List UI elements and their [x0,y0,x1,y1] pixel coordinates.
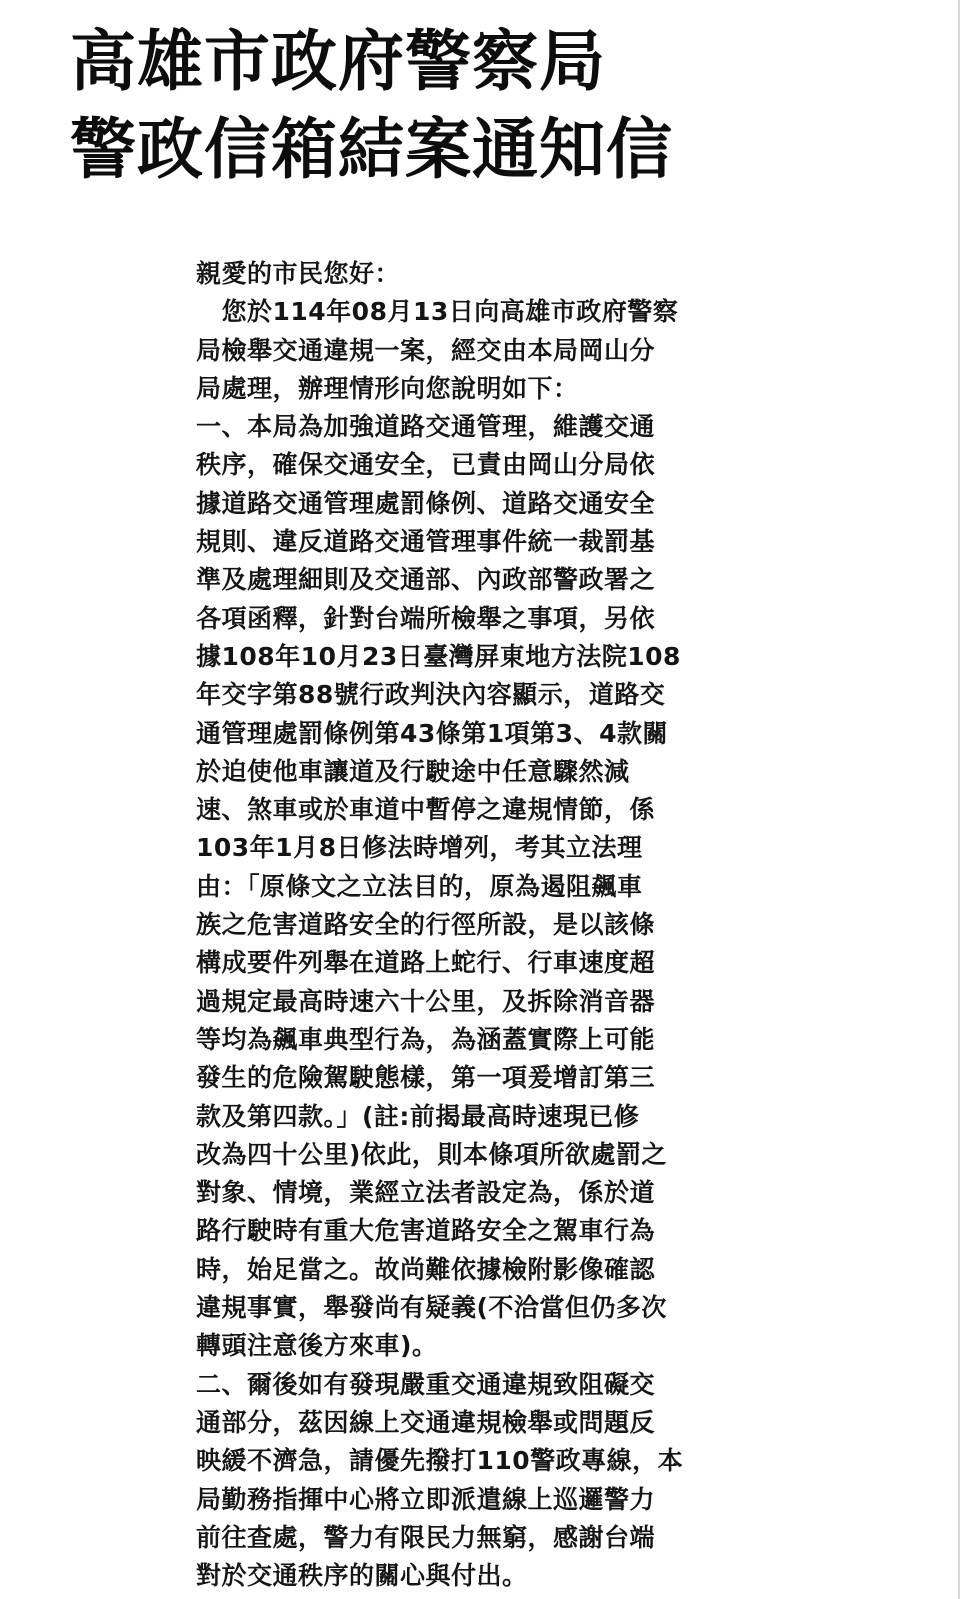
letter-line: 據108年10月23日臺灣屏東地方法院108 [196,641,681,671]
letter-line: 改為四十公里)依此，則本條項所欲處罰之 [196,1139,667,1169]
letter-line: 款及第四款。」(註:前揭最高時速現已修 [196,1101,640,1131]
letter-line: 構成要件列舉在道路上蛇行、行車速度超 [196,948,656,978]
letter-line: 通部分，茲因線上交通違規檢舉或問題反 [196,1407,656,1437]
letter-line: 違規事實，舉發尚有疑義(不洽當但仍多次 [196,1293,667,1323]
letter-line: 對於交通秩序的關心與付出。 [196,1561,528,1591]
letter-line: 您於114年08月13日向高雄市政府警察 [196,297,679,327]
title-agency: 高雄市政府警察局 [70,23,606,100]
letter-line: 一、本局為加強道路交通管理，維護交通 [196,412,656,442]
letter-line: 規則、違反道路交通管理事件統一裁罰基 [196,527,656,557]
letter-line: 局勤務指揮中心將立即派遣線上巡邏警力 [196,1484,656,1514]
letter-line: 年交字第88號行政判決內容顯示，道路交 [196,680,666,710]
letter-line: 過規定最高時速六十公里，及拆除消音器 [196,986,656,1016]
letter-line: 親愛的市民您好： [196,259,401,288]
letter-body [196,255,706,1595]
letter-line: 速、煞車或於車道中暫停之違規情節，係 [196,795,656,825]
letter-line: 轉頭注意後方來車)。 [196,1331,438,1361]
letter-line: 等均為飆車典型行為，為涵蓋實際上可能 [196,1024,656,1054]
letter-line: 由：「原條文之立法目的，原為遏阻飆車 [196,871,643,901]
letter-line: 族之危害道路安全的行徑所設，是以該條 [196,910,656,940]
letter-line: 準及處理細則及交通部、內政部警政署之 [196,565,656,595]
letter-line: 發生的危險駕駛態樣，第一項爰增訂第三 [196,1063,656,1093]
letter-line: 映緩不濟急，請優先撥打110警政專線，本 [196,1446,684,1476]
letter-line: 局檢舉交通違規一案，經交由本局岡山分 [196,335,656,365]
letter-line: 對象、情境，業經立法者設定為，係於道 [196,1178,656,1208]
letter-line: 局處理，辦理情形向您說明如下： [196,373,579,403]
letter-line: 二、爾後如有發現嚴重交通違規致阻礙交 [196,1369,656,1399]
letter-line: 路行駛時有重大危害道路安全之駕車行為 [196,1216,656,1246]
letter-title [70,18,950,194]
letter-line: 時，始足當之。故尚難依據檢附影像確認 [196,1254,656,1284]
letter-line: 各項函釋，針對台端所檢舉之事項，另依 [196,603,656,633]
letter-line: 據道路交通管理處罰條例、道路交通安全 [196,488,656,518]
letter-line: 103年1月8日修法時增列，考其立法理 [196,833,643,863]
letter-line: 於迫使他車讓道及行駛途中任意驟然減 [196,756,630,786]
title-notice: 警政信箱結案通知信 [70,111,673,188]
letter-line: 前往查處，警力有限民力無窮，感謝台端 [196,1522,656,1552]
letter-line: 秩序，確保交通安全，已責由岡山分局依 [196,450,656,480]
letter-line: 通管理處罰條例第43條第1項第3、4款關 [196,718,668,748]
